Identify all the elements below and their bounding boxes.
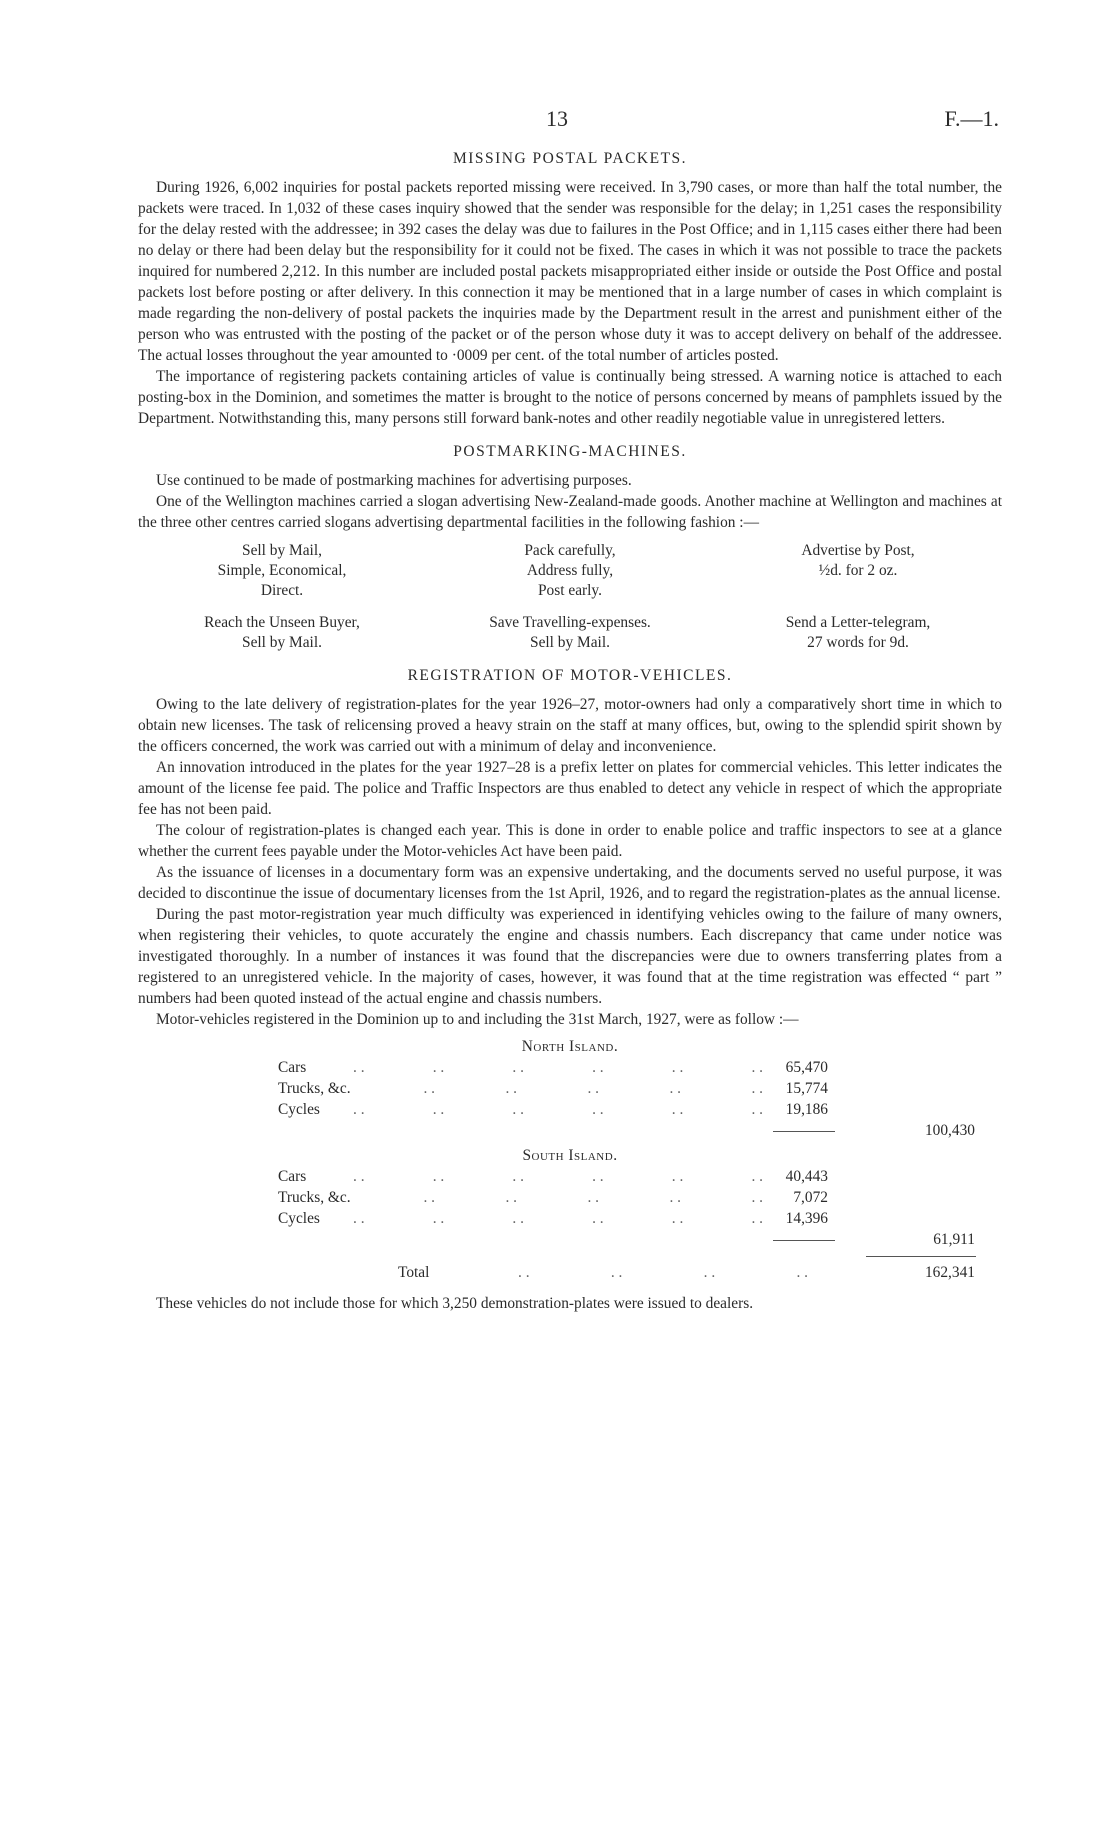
table-row [138,1078,1002,1099]
row-value: 14,396 [785,1210,828,1227]
row-label: Cars [278,1059,307,1076]
row-value: 19,186 [785,1101,828,1118]
subtotal-row [138,1229,1002,1250]
postmarking-machines-section [138,441,1002,665]
row-label: Cars [278,1168,307,1185]
north-island-heading: North Island. [521,1038,619,1055]
document-reference: F.—1. [944,106,999,131]
total-rule-row [138,1250,1002,1262]
row-value: 40,443 [785,1168,828,1185]
subtotal-value: 100,430 [924,1122,975,1139]
leader-dots: . . . . . . . . . . [423,1189,763,1206]
leader-dots: . . . . . . . . . . . . [353,1210,763,1227]
slogan: Pack carefully, Address fully, Post early. [524,542,616,599]
subtotal-value: 61,911 [933,1231,975,1248]
table-row [138,1208,1002,1229]
subtotal-row [138,1120,1002,1141]
table-row [138,1187,1002,1208]
total-label: Total [398,1264,430,1281]
paragraph: The importance of registering packets containing articles of value is continually being stressed. A warning notice is attached to each posting-box in the Dominion, and sometimes the matter is brought to the notice of persons concerned by means of pamphlets issued by the Department. Notwithstanding this, many persons still forward bank-notes and other readily negotiable value in unregistered letters. [138,368,1002,427]
paragraph: An innovation introduced in the plates for the year 1927–28 is a prefix letter on plates for commercial vehicles. This letter indicates the amount of the license fee paid. The police and Traffic Inspectors are thus enabled to detect any vehicle in respect of which the appropriate fee has not been paid. [138,759,1002,818]
table-row [138,1099,1002,1120]
section-title: POSTMARKING-MACHINES. [453,443,687,460]
slogan: Reach the Unseen Buyer, Sell by Mail. [204,614,360,651]
paragraph: Owing to the late delivery of registration-plates for the year 1926–27, motor-owners had only a comparatively short time in which to obtain new licenses. The task of relicensing proved a heavy strain on the staff at many offices, but, owing to the splendid spirit shown by the officers concerned, the work was carried out with a minimum of delay and inconvenience. [138,696,1002,755]
leader-dots: . . . . . . . . . . . . [353,1168,763,1185]
vehicle-table [138,1036,1002,1283]
paragraph: The colour of registration-plates is changed each year. This is done in order to enable police and traffic inspectors to see at a glance whether the current fees payable under the Motor-vehicles Act have been paid. [138,822,1002,860]
leader-dots: . . . . . . . . . . . . [353,1101,763,1118]
row-value: 7,072 [793,1189,828,1206]
registration-motor-vehicles-section [138,665,1002,1314]
leader-dots: . . . . . . . . [518,1264,808,1281]
table-row [138,1166,1002,1187]
paragraph: Use continued to be made of postmarking machines for advertising purposes. [156,472,632,489]
row-label: Trucks, &c. [278,1080,351,1097]
paragraph: One of the Wellington machines carried a slogan advertising New-Zealand-made goods. Another machine at Wellington and machines at the three other centres carried slogans advertising departmental facilities in the following fashion :— [138,493,1002,531]
row-label: Cycles [278,1210,320,1227]
section-title: MISSING POSTAL PACKETS. [452,150,688,167]
row-label: Trucks, &c. [278,1189,351,1206]
row-label: Cycles [278,1101,320,1118]
paragraph: During the past motor-registration year much difficulty was experienced in identifying vehicles owing to the failure of many owners, when registering their vehicles, to quote accurately the engine and chassis numbers. Each discrepancy that came under notice was investigated thoroughly. In a number of instances it was found that the discrepancies were due to owners transferring plates from a registered to an unregistered vehicle. In the majority of cases, however, it was found that at the time registration was effected “ part ” numbers had been quoted instead of the actual engine and chassis numbers. [138,906,1002,1007]
south-island-heading: South Island. [522,1147,618,1164]
footnote: These vehicles do not include those for which 3,250 demonstration-plates were issued to dealers. [156,1295,754,1312]
total-row [138,1262,1002,1283]
paragraph: Motor-vehicles registered in the Dominion up to and including the 31st March, 1927, were as follow :— [156,1011,799,1028]
subtotal-rule [773,1240,835,1241]
section-title: REGISTRATION OF MOTOR-VEHICLES. [407,667,733,684]
row-value: 15,774 [785,1080,828,1097]
subtotal-rule [773,1131,835,1132]
row-value: 65,470 [785,1059,828,1076]
table-row [138,1057,1002,1078]
total-rule [866,1256,976,1257]
slogan-grid [138,541,1002,665]
paragraph: During 1926, 6,002 inquiries for postal packets reported missing were received. In 3,790 cases, or more than half the total number, the packets were traced. In 1,032 of these cases inquiry showed that the sender was responsible for the delay; in 1,251 cases the responsibility for the delay rested with the addressee; in 392 cases the delay was due to failures in the Post Office; and in 1,115 cases either there had been no delay or there had been delay but the responsibility for it could not be fixed. The cases in which it was not possible to trace the packets inquired for numbered 2,212. In this number are included postal packets misappropriated either inside or outside the Post Office and postal packets lost before posting or after delivery. In this connection it may be mentioned that in a large number of cases in which complaint is made regarding the non-delivery of postal packets the inquiries made by the Department result in the arrest and punishment either of the person who was entrusted with the posting of the packet or of the person whose duty it was to accept delivery on behalf of the addressee. The actual losses throughout the year amounted to ·0009 per cent. of the total number of articles posted. [138,179,1002,364]
slogan: Sell by Mail, Simple, Economical, Direct. [217,542,347,599]
page-header [0,106,1114,132]
page-content [138,148,1002,1314]
slogan: Advertise by Post, ½d. for 2 oz. [801,542,915,579]
slogan: Save Travelling-expenses. Sell by Mail. [489,614,651,651]
slogan: Send a Letter-telegram, 27 words for 9d. [785,614,931,651]
paragraph: As the issuance of licenses in a documentary form was an expensive undertaking, and the documents served no useful purpose, it was decided to discontinue the issue of documentary licenses from the 1st April, 1926, and to regard the registration-plates as the annual license. [138,864,1002,902]
page-number: 13 [546,106,568,131]
leader-dots: . . . . . . . . . . [423,1080,763,1097]
leader-dots: . . . . . . . . . . . . [353,1059,763,1076]
missing-postal-packets-section [138,148,1002,429]
total-value: 162,341 [924,1264,975,1281]
